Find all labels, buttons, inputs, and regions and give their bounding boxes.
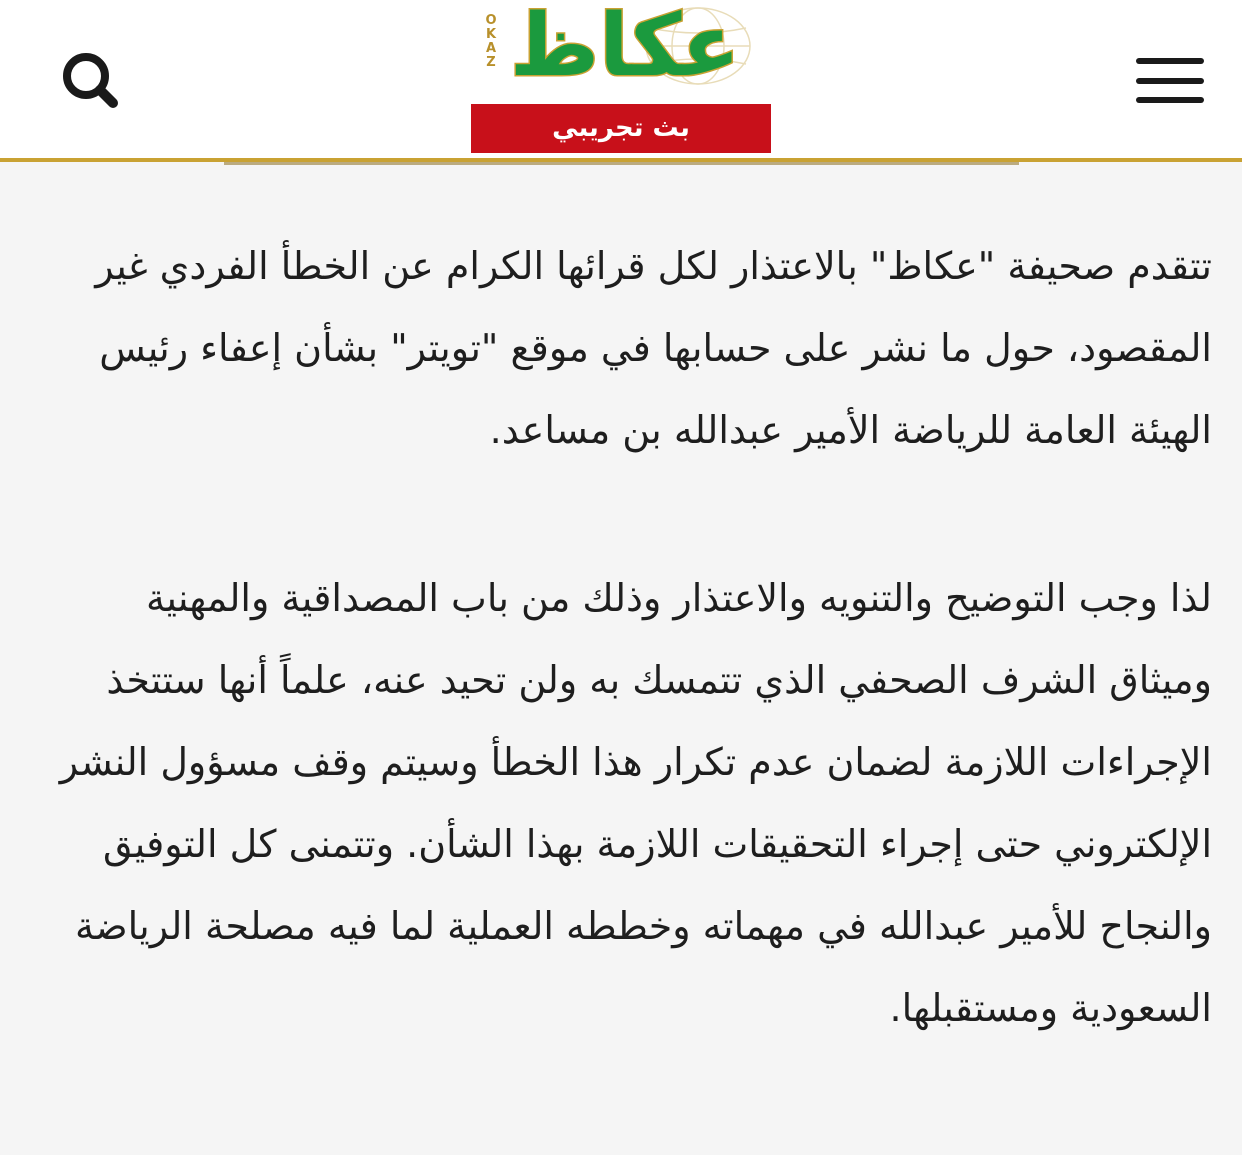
logo-latin-text: OKAZ [485,13,497,70]
search-button[interactable] [56,46,128,118]
article-paragraph: لذا وجب التوضيح والتنويه والاعتذار وذلك من باب المصداقية والمهنية وميثاق الشرف الصحفي الذي تتمسك به ولن تحيد عنه، علماً أنها ستتخذ الإجراءات اللازمة لضمان عدم تكرار هذا الخطأ وسيتم وقف مسؤول النشر الإلكتروني حتى إجراء التحقيقات اللازمة بهذا الشأن. وتتمنى كل التوفيق والنجاح للأمير عبدالله في مهماته وخططه العملية لما فيه مصلحة الرياضة السعودية ومستقبلها. [59,576,1212,1030]
header-divider-shadow [224,162,1019,165]
live-test-badge: بث تجريبي [471,104,771,153]
logo-arabic-text: عكاظ [509,0,741,96]
article-paragraph: تتقدم صحيفة "عكاظ" بالاعتذار لكل قرائها الكرام عن الخطأ الفردي غير المقصود، حول ما نشر على حسابها في موقع "تويتر" بشأن إعفاء رئيس الهيئة العامة للرياضة الأمير عبدالله بن مساعد. [95,244,1212,452]
top-header [0,0,1242,160]
hamburger-menu-icon [1128,52,1212,112]
search-icon [56,46,128,118]
menu-button[interactable] [1128,52,1212,112]
article-body [36,225,1212,1049]
